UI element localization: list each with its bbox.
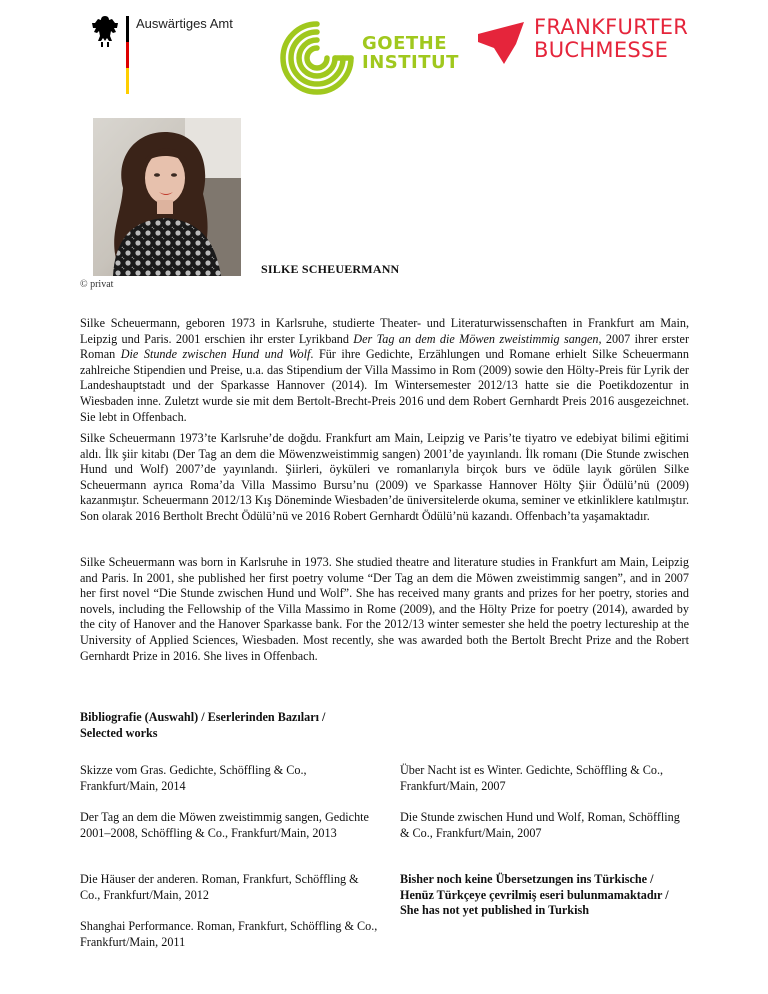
auswaertiges-amt-logo — [90, 14, 240, 94]
bibliography-heading — [80, 710, 380, 741]
author-portrait-image — [93, 118, 241, 276]
goethe-institut-logo — [277, 18, 459, 98]
goethe-wordmark-line1: GOETHE — [362, 33, 448, 54]
bio-german-text-3: . Für ihre Gedichte, Erzählungen und Romane erhielt Silke Scheuermann zahlreiche Stipendien und Preise, u.a. das Stipendium der Villa Massimo in Rom (2009) sowie den Hölty-Preis für Lyrik der Landeshauptstadt und der Sparkasse Hannover (2014). Im Wintersemester 2012/13 hatte sie die Poetikdozentur in Wiesbaden inne. Zuletzt wurde sie mit dem Bertolt-Brecht-Preis 2016 und dem Robert Gernhardt Preis 2016 ausgezeichnet. Sie lebt in Offenbach. — [80, 347, 689, 424]
bio-turkish: Silke Scheuermann 1973’te Karlsruhe’de doğdu. Frankfurt am Main, Leipzig ve Paris’te tiyatro ve edebiyat bilimi eğitimi aldı. İlk şiir kitabı (Der Tag an dem die Möwenzweistimmig sangen) 2001’de yayınlandı. İlk romanı (Die Stunde zwischen Hund und Wolf) 2007’de yayınlandı. Şiirleri, öyküleri ve romanlarıyla birçok burs ve ödüle layık görülen Silke Scheuermann ayrıca Roma’da Villa Massimo Bursu’nu (2009) ve Sparkasse Hannover Hölty Şiir Ödülü’nü (2009) kazanmıştır. Scheuermann 2012/13 Kış Döneminde Wiesbaden’de üniversitelerde okuma, seminer ve etkinliklere katılmıştır. Son olarak 2016 Bertholt Brecht Ödülü’nü ve 2016 Robert Gernhardt Ödülü’nü kazandı. Offenbach’ta yaşamaktadır. — [80, 431, 689, 523]
buchmesse-wordmark-line1: FRANKFURTER — [534, 15, 689, 39]
bio-english: Silke Scheuermann was born in Karlsruhe in 1973. She studied theatre and literature studies in Frankfurt am Main, Leipzig and Paris. In 2001, she published her first poetry volume “Der Tag an dem die Möwen zweistimmig sangen”, and in 2007 her first novel “Die Stunde zwischen Hund und Wolf”. She has received many grants and prizes for her poetry, stories and novels, including the Fellowship of the Villa Massimo in Rome (2009), and the Hölty Prize for poetry (2014), awarded by the city of Hanover and the Hanover Sparkasse bank. For the 2012/13 winter semester she held the poetry lectureship at the University of Applied Sciences, Wiesbaden. Most recently, she was awarded both the Bertolt Brecht Prize and the Robert Gernhardt Prize in 2016. She lives in Offenbach. — [80, 555, 689, 663]
bio-german-text-2: , 2007 ihrer erster Roman — [80, 331, 689, 362]
goethe-wordmark-line2: INSTITUT — [362, 52, 459, 73]
bio-german — [80, 316, 689, 425]
flag-stripe — [126, 16, 129, 94]
bibliography-heading-line1: Bibliografie (Auswahl) / Eserlerinden Bazıları / — [80, 710, 326, 724]
book-title-stunde: Die Stunde zwischen Hund und Wolf — [120, 347, 311, 362]
bibliography-entry: Skizze vom Gras. Gedichte, Schöffling & Co., Frankfurt/Main, 2014 — [80, 763, 307, 793]
bibliography-right-column — [400, 763, 690, 919]
goethe-spiral-icon — [277, 18, 357, 98]
flag-stripe-red — [126, 42, 129, 68]
logo-bar — [0, 0, 768, 100]
bibliography-entry: Die Stunde zwischen Hund und Wolf, Roman, Schöffling & Co., Frankfurt/Main, 2007 — [400, 810, 680, 840]
photo-credit: © privat — [80, 279, 114, 290]
bibliography-entry: Shanghai Performance. Roman, Frankfurt, Schöffling & Co., Frankfurt/Main, 2011 — [80, 919, 378, 949]
bibliography-entry: Über Nacht ist es Winter. Gedichte, Schöffling & Co., Frankfurt/Main, 2007 — [400, 763, 664, 793]
flag-stripe-gold — [126, 68, 129, 94]
bibliography-left-column — [80, 763, 380, 950]
flag-stripe-black — [126, 16, 129, 42]
federal-eagle-icon — [90, 14, 120, 48]
book-title-moewen: Der Tag an dem die Möwen zweistimmig sangen — [353, 331, 599, 346]
author-name: SILKE SCHEUERMANN — [261, 262, 400, 276]
bibliography-entry: Der Tag an dem die Möwen zweistimmig sangen, Gedichte 2001–2008, Schöffling & Co., Frankfurt/Main, 2013 — [80, 810, 369, 840]
buchmesse-book-icon — [476, 20, 526, 66]
translation-note: Bisher noch keine Übersetzungen ins Türkische / Henüz Türkçeye çevrilmiş eseri bulunmamaktadır / She has not yet published in Turkish — [400, 872, 669, 918]
bio-german-text: Silke Scheuermann, geboren 1973 in Karlsruhe, studierte Theater- und Literaturwissenschaften in Frankfurt am Main, Leipzig und Paris. 2001 erschien ihr erster Lyrikband — [80, 316, 689, 346]
goethe-wordmark — [362, 34, 459, 72]
buchmesse-wordmark — [534, 16, 688, 62]
author-photo — [93, 118, 241, 276]
bibliography-entry: Die Häuser der anderen. Roman, Frankfurt, Schöffling & Co., Frankfurt/Main, 2012 — [80, 872, 359, 902]
buchmesse-wordmark-line2: BUCHMESSE — [534, 38, 669, 62]
auswaertiges-amt-wordmark: Auswärtiges Amt — [136, 16, 233, 31]
frankfurter-buchmesse-logo — [476, 15, 689, 78]
bibliography-heading-line2: Selected works — [80, 725, 158, 740]
